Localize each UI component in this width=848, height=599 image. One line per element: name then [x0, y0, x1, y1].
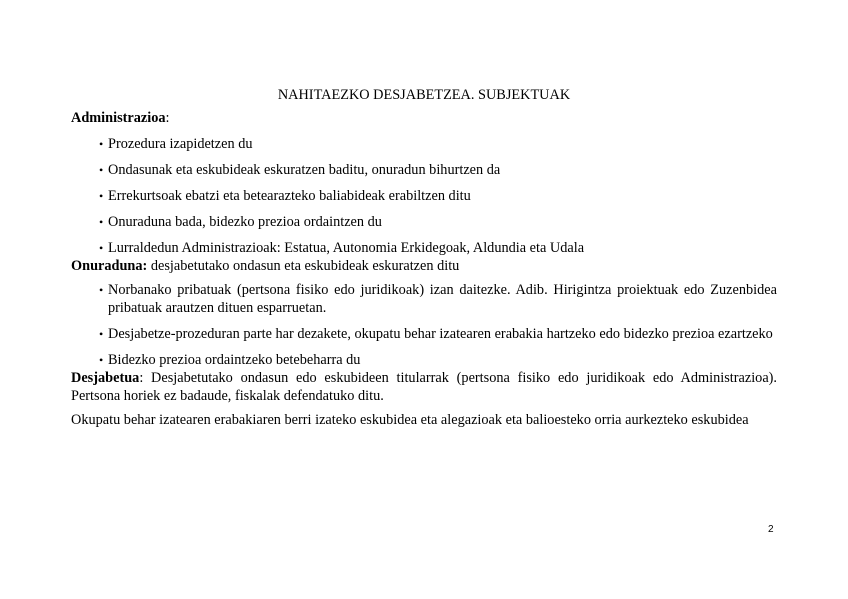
list-item-text: Bidezko prezioa ordaintzeko betebeharra du [108, 352, 361, 368]
document-page [71, 86, 777, 429]
onuraduna-paragraph [71, 257, 777, 275]
onuraduna-list [71, 281, 777, 369]
desjabetua-paragraph [71, 369, 777, 405]
list-item [71, 281, 777, 317]
page-number: 2 [768, 524, 774, 535]
bullet-icon: • [99, 215, 104, 229]
bullet-icon: • [99, 283, 104, 297]
onuraduna-heading: Onuraduna: [71, 258, 148, 274]
list-item-text: Norbanako pribatuak (pertsona fisiko edo juridikoak) izan daitezke. Adib. Hirigintza proiektuak edo Zuzenbidea pribatuak arautzen dituen esparruetan. [108, 282, 777, 316]
list-item [71, 135, 777, 153]
onuraduna-text: desjabetutako ondasun eta eskubideak eskuratzen ditu [147, 258, 460, 274]
list-item [71, 239, 777, 257]
okupatu-paragraph: Okupatu behar izatearen erabakiaren berri izateko eskubidea eta alegazioak eta balioesteko orria aurkezteko eskubidea [71, 412, 749, 428]
desjabetua-heading: Desjabetua [71, 370, 140, 386]
list-item [71, 325, 777, 343]
desjabetua-text: : Desjabetutako ondasun edo eskubideen titularrak (pertsona fisiko edo juridikoak edo Administrazioa). Pertsona horiek ez badaude, fiskalak defendatuko ditu. [71, 370, 777, 404]
list-item [71, 213, 777, 231]
list-item [71, 161, 777, 179]
list-item-text: Ondasunak eta eskubideak eskuratzen baditu, onuradun bihurtzen da [108, 162, 501, 178]
bullet-icon: • [99, 353, 104, 367]
administrazioa-colon: : [165, 110, 170, 126]
bullet-icon: • [99, 189, 104, 203]
list-item-text: Lurraldedun Administrazioak: Estatua, Autonomia Erkidegoak, Aldundia eta Udala [108, 240, 585, 256]
page-title: NAHITAEZKO DESJABETZEA. SUBJEKTUAK [277, 87, 571, 103]
list-item-text: Onuraduna bada, bidezko prezioa ordaintzen du [108, 214, 382, 230]
administrazioa-heading: Administrazioa [71, 110, 166, 126]
list-item-text: Desjabetze-prozeduran parte har dezakete, okupatu behar izatearen erabakia hartzeko edo bidezko prezioa ezartzeko [108, 326, 773, 342]
list-item [71, 351, 777, 369]
bullet-icon: • [99, 163, 104, 177]
list-item [71, 187, 777, 205]
bullet-icon: • [99, 241, 104, 255]
administrazioa-list [71, 135, 777, 257]
bullet-icon: • [99, 327, 104, 341]
list-item-text: Prozedura izapidetzen du [108, 136, 253, 152]
administrazioa-heading-line [71, 109, 777, 127]
bullet-icon: • [99, 137, 104, 151]
list-item-text: Errekurtsoak ebatzi eta betearazteko baliabideak erabiltzen ditu [108, 188, 471, 204]
